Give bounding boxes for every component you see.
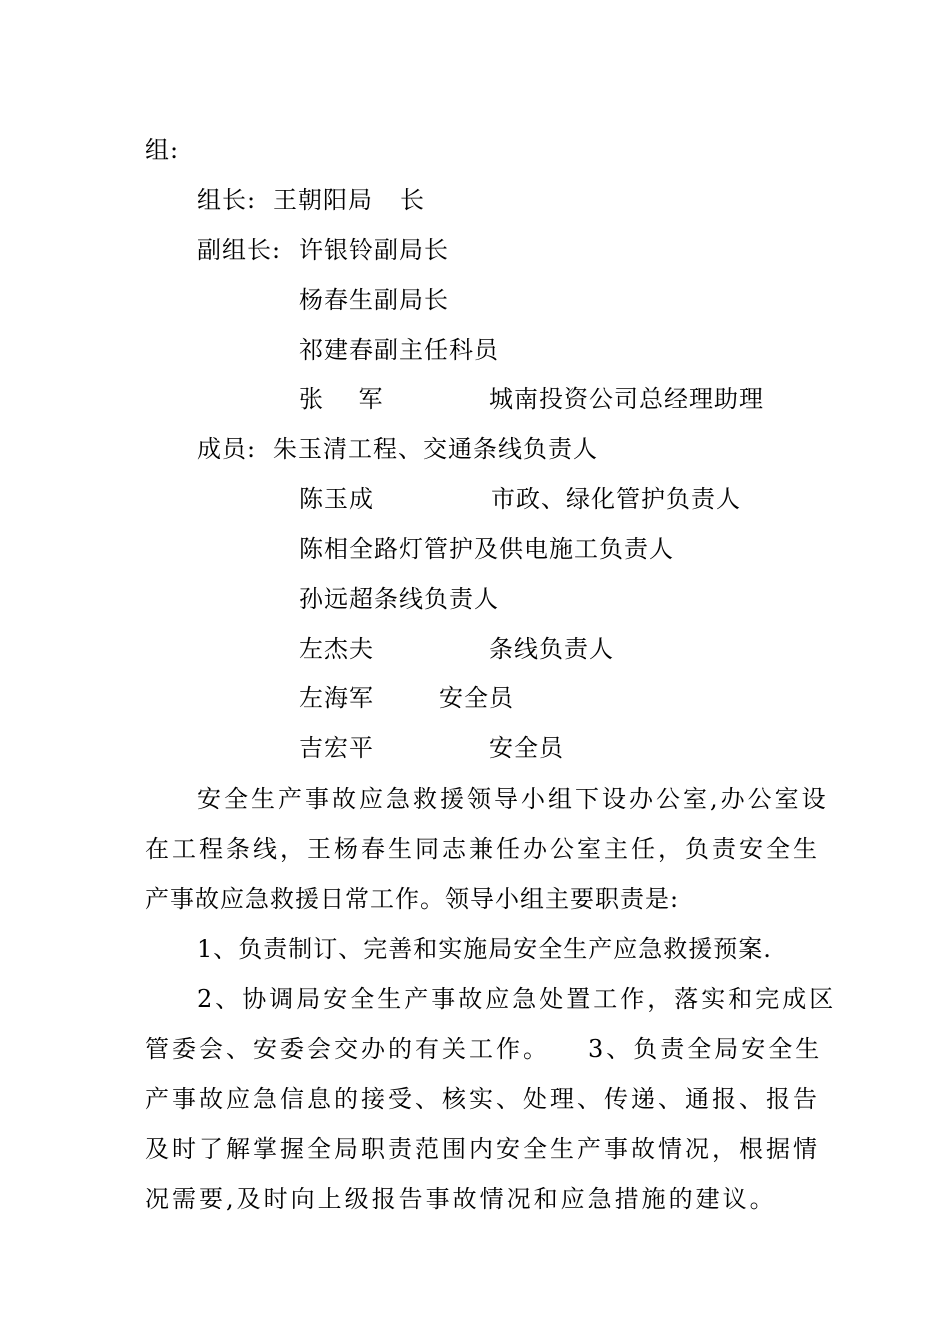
duty-item: 2、协调局安全生产事故应急处置工作，落实和完成区 xyxy=(197,985,837,1013)
deputy-name: 杨春生副局长 xyxy=(299,286,449,314)
member-role: 安全员 xyxy=(439,684,514,712)
member-role: 条线负责人 xyxy=(489,635,614,663)
paragraph-line: 产事故应急救援日常工作。领导小组主要职责是: xyxy=(145,885,680,913)
paragraph-line: 安全生产事故应急救援领导小组下设办公室,办公室设 xyxy=(197,785,829,813)
paragraph-line: 及时了解掌握全局职责范围内安全生产事故情况，根据情 xyxy=(145,1135,820,1163)
leader-label: 组长: xyxy=(197,186,257,214)
paragraph-line: 况需要,及时向上级报告事故情况和应急措施的建议。 xyxy=(145,1185,777,1213)
leader-name: 王朝阳局 xyxy=(273,186,373,214)
paragraph-line: 产事故应急信息的接受、核实、处理、传递、通报、报告 xyxy=(145,1085,820,1113)
member-name: 朱玉清工程、交通条线负责人 xyxy=(273,435,598,463)
member-name: 吉宏平 xyxy=(299,734,374,762)
deputy-name: 张 军 xyxy=(299,385,384,413)
paragraph-line: 在工程条线，王杨春生同志兼任办公室主任，负责安全生 xyxy=(145,835,820,863)
deputy-role: 城南投资公司总经理助理 xyxy=(489,385,764,413)
member-name: 陈相全路灯管护及供电施工负责人 xyxy=(299,535,674,563)
member-name: 左杰夫 xyxy=(299,635,374,663)
duty-item: 1、负责制订、完善和实施局安全生产应急救援预案. xyxy=(197,935,772,963)
member-name: 孙远超条线负责人 xyxy=(299,585,499,613)
member-name: 陈玉成 xyxy=(299,485,374,513)
leader-title: 长 xyxy=(400,186,425,214)
member-name: 左海军 xyxy=(299,684,374,712)
member-role: 安全员 xyxy=(489,734,564,762)
duty-item: 3、负责全局安全生 xyxy=(588,1035,823,1063)
deputy-label: 副组长: xyxy=(197,236,282,264)
group-heading: 组: xyxy=(145,136,180,164)
member-role: 市政、绿化管护负责人 xyxy=(491,485,741,513)
paragraph-line: 管委会、安委会交办的有关工作。 xyxy=(145,1035,550,1063)
deputy-name: 许银铃副局长 xyxy=(299,236,449,264)
members-label: 成员: xyxy=(197,435,257,463)
deputy-name: 祁建春副主任科员 xyxy=(299,336,499,364)
